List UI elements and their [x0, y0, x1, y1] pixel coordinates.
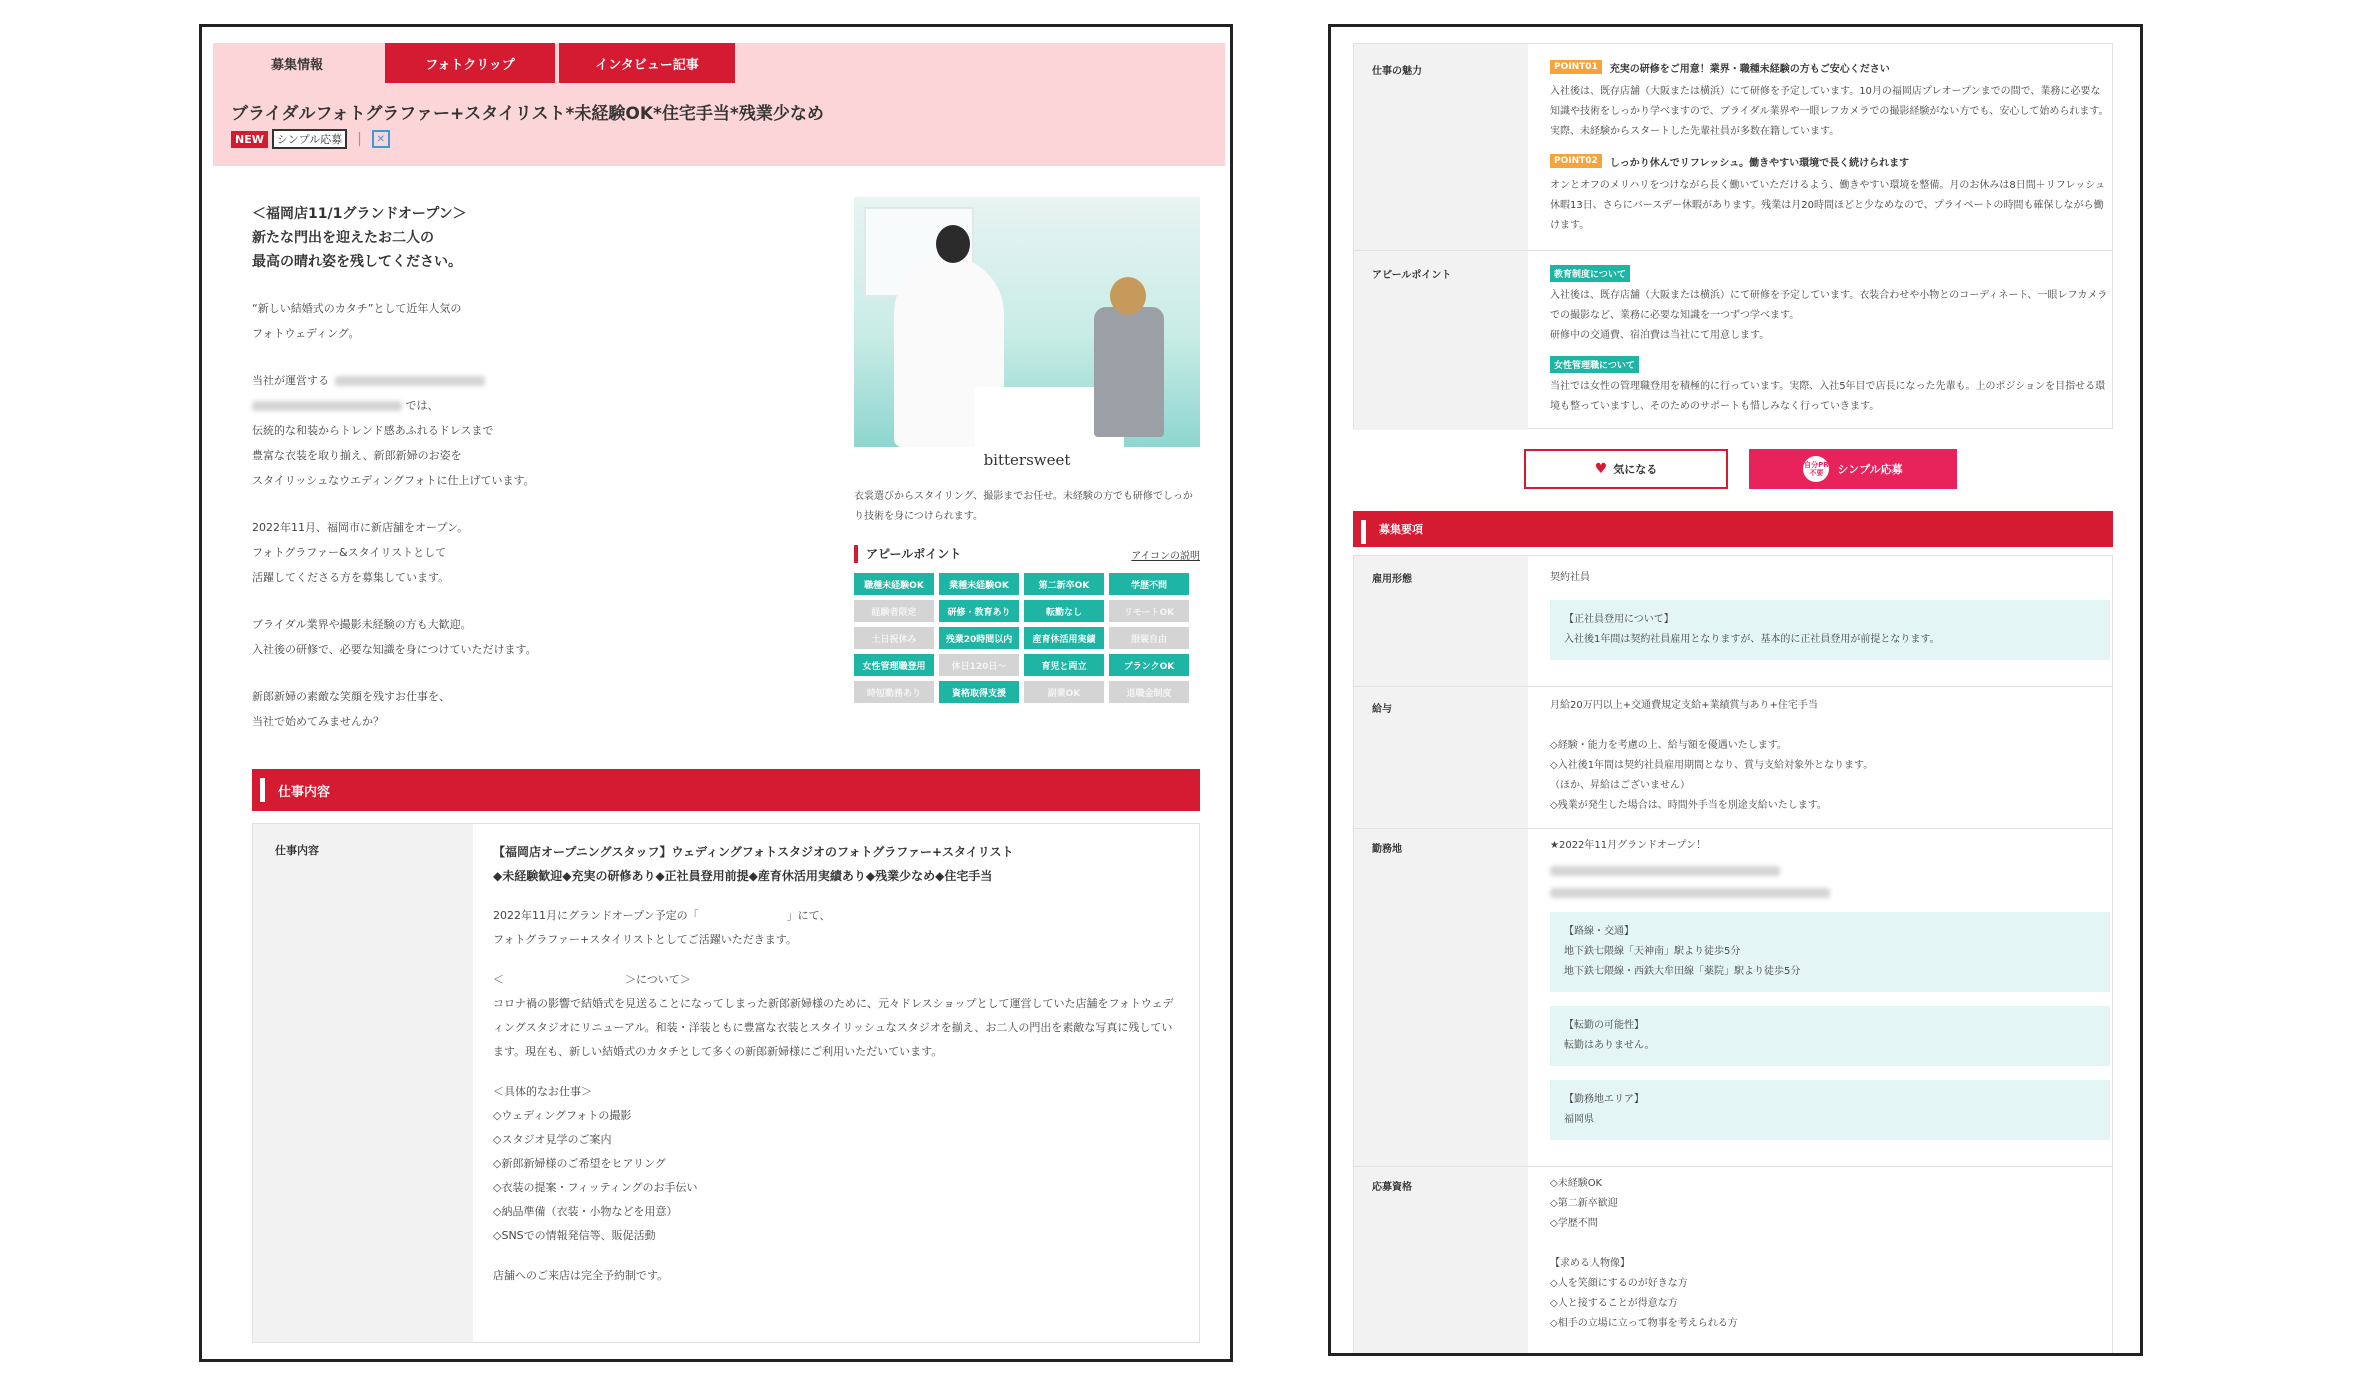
- employment-info-box: 【正社員登用について】 入社後1年間は契約社員雇用となりますが、基本的に正社員登用が前提となります。: [1550, 600, 2110, 660]
- appeal-tag: 経験者限定: [854, 600, 934, 622]
- area-info-box: 【勤務地エリア】 福岡県: [1550, 1080, 2110, 1140]
- favorite-button[interactable]: [1524, 449, 1728, 489]
- intro-fragment: では、: [405, 399, 439, 412]
- point-heading: [1550, 58, 2110, 76]
- blurred-company-name: [252, 401, 402, 411]
- salary-label: 給与: [1372, 704, 1392, 715]
- blurred-line: [1550, 888, 1830, 898]
- heart-icon: ♥: [1594, 461, 1608, 477]
- photo-caption: bittersweet: [983, 451, 1071, 469]
- point-title: 充実の研修をご用意！業界・職種未経験の方もご安心ください: [1609, 63, 1890, 75]
- appeal-point-text: 入社後は、既存店舗（大阪または横浜）にて研修を予定しています。衣装合わせや小物とのコーディネート、一眼レフカメラでの撮影など、業務に必要な知識を一つずつ学べます。 研修中の交通費、宿泊費は当社にて用意します。: [1550, 290, 2108, 341]
- point-heading: [1550, 152, 2110, 170]
- appeal-tag: 研修・教育あり: [939, 600, 1019, 622]
- point-badge: POINT01: [1550, 60, 1602, 74]
- appeal-tag: ブランクOK: [1109, 654, 1189, 676]
- divider: |: [357, 131, 362, 147]
- section-header-work: 仕事内容: [252, 769, 1200, 811]
- employment-value: 契約社員: [1550, 572, 1590, 583]
- row-divider: [1354, 828, 2112, 829]
- employment-content: [1550, 568, 2110, 660]
- tab-photo-clip[interactable]: フォトクリップ: [385, 43, 555, 83]
- tab-interview[interactable]: インタビュー記事: [559, 43, 735, 83]
- favorite-label: 気になる: [1613, 463, 1658, 476]
- intro-fragment: 当社が運営する: [252, 374, 329, 387]
- work-paragraph: 2022年11月にグランドオープン予定の「 」にて、 フォトグラファー+スタイリストとしてご活躍いただきます。: [493, 909, 831, 946]
- appeal-point-block: [1550, 262, 2110, 417]
- point-text: オンとオフのメリハリをつけながら長く働いていただけるよう、働きやすい環境を整備。月のお休みは8日間＋リフレッシュ休暇13日、さらにバースデー休暇があります。残業は月20時間ほどと少なめなので、プライベートの時間も確保しながら働けます。: [1550, 180, 2106, 231]
- appeal-tag: 業種未経験OK: [939, 573, 1019, 595]
- intro-paragraph: ブライダル業界や撮影未経験の方も大歓迎。 入社後の研修で、必要な知識を身につけていただけます。: [252, 618, 537, 656]
- appeal-tag: 育児と両立: [1024, 654, 1104, 676]
- badge-row: [231, 129, 390, 149]
- appeal-points-header: [854, 543, 1200, 565]
- work-detail-table: [252, 823, 1200, 1343]
- work-body: [493, 840, 1183, 1288]
- appeal-bar: [854, 545, 858, 563]
- blurred-address: [1550, 860, 2110, 898]
- work-headline: 【福岡店オープニングスタッフ】ウェディングフォトスタジオのフォトグラファー+スタイリスト ◆未経験歓迎◆充実の研修あり◆正社員登用前提◆産育休活用実績あり◆残業少なめ◆住宅手当: [493, 845, 1014, 883]
- appeal-tag: リモートOK: [1109, 600, 1189, 622]
- blurred-line: [1550, 866, 1780, 876]
- salary-text: 月給20万円以上+交通費規定支給+業績賞与あり+住宅手当 ◇経験・能力を考慮の上、給与額を優遇いたします。 ◇入社後1年間は契約社員雇用期間となり、賞与支給対象外となります。 （ほか、昇給はございません） ◇残業が発生した場合は、時間外手当を別途支給いたします。: [1550, 700, 1874, 811]
- appeal-tag: 副業OK: [1024, 681, 1104, 703]
- appeal-tag: 転勤なし: [1024, 600, 1104, 622]
- appeal-tag-grid: [854, 573, 1200, 703]
- point-badge: POINT02: [1550, 154, 1602, 168]
- appeal-points-title: アピールポイント: [866, 547, 962, 561]
- tab-job-info[interactable]: 募集情報: [213, 43, 381, 83]
- appeal-tag: 女性管理職登用: [854, 654, 934, 676]
- share-icon[interactable]: ✕: [372, 130, 390, 148]
- photo-groom: [1094, 307, 1164, 437]
- appeal-point-text: 当社では女性の管理職登用を積極的に行っています。実際、入社5年目で店長になった先輩も。上のポジションを目指せる環境も整っていますし、そのためのサポートも惜しみなく行っていきます。: [1550, 381, 2106, 412]
- location-label: 勤務地: [1372, 844, 1402, 855]
- row-divider: [1354, 250, 2112, 251]
- intro-text: [252, 202, 812, 734]
- work-paragraph: 店舗へのご来店は完全予約制です。: [493, 1269, 669, 1282]
- label-column: [1354, 44, 1528, 430]
- location-text: ★2022年11月グランドオープン！: [1550, 840, 1706, 851]
- employment-label: 雇用形態: [1372, 574, 1412, 585]
- appeal-tag: 第二新卒OK: [1024, 573, 1104, 595]
- intro-lead: ＜福岡店11/1グランドオープン＞ 新たな門出を迎えたお二人の 最高の晴れ姿を残してください。: [252, 206, 467, 270]
- photo-description: 衣裳選びからスタイリング、撮影までお任せ。未経験の方でも研修でしっかり技術を身につけられます。: [854, 491, 1193, 522]
- transfer-info-box: 【転勤の可能性】 転勤はありません。: [1550, 1006, 2110, 1066]
- requirements-table: [1353, 555, 2113, 1355]
- job-title: ブライダルフォトグラファー+スタイリスト*未経験OK*住宅手当*残業少なめ: [231, 104, 824, 124]
- new-badge: NEW: [231, 131, 268, 148]
- appeal-label: 仕事の魅力: [1372, 66, 1422, 77]
- apply-icon: 自分PR不要: [1803, 456, 1829, 482]
- tab-bar: [213, 43, 739, 83]
- appeal-tag: 休日120日〜: [939, 654, 1019, 676]
- appeal-tag: 残業20時間以内: [939, 627, 1019, 649]
- appeal-tag: 退職金制度: [1109, 681, 1189, 703]
- appeal-tag: 時短勤務あり: [854, 681, 934, 703]
- intro-fragment: 伝統的な和装からトレンド感あふれるドレスまで 豊富な衣装を取り揃え、新郎新婦のお姿を スタイリッシュなウエディングフォトに仕上げています。: [252, 424, 535, 487]
- intro-paragraph: [252, 368, 812, 493]
- simple-apply-badge: シンプル応募: [272, 129, 347, 149]
- job-detail-panel-right: [1328, 24, 2143, 1356]
- section-header-requirements: 募集要項: [1353, 511, 2113, 547]
- qualification-text: ◇未経験OK ◇第二新卒歓迎 ◇学歴不問 【求める人物像】 ◇人を笑顔にするのが好きな方 ◇人と接することが得意な方 ◇相手の立場に立って物事を考えられる方: [1550, 1178, 1738, 1329]
- row-divider: [1354, 686, 2112, 687]
- blurred-company-name: [335, 376, 485, 386]
- qualification-label: 応募資格: [1372, 1182, 1412, 1193]
- point-title: しっかり休んでリフレッシュ。働きやすい環境で長く続けられます: [1609, 157, 1910, 169]
- work-paragraph: ＜具体的なお仕事＞ ◇ウェディングフォトの撮影 ◇スタジオ見学のご案内 ◇新郎新婦様のご希望をヒアリング ◇衣装の提案・フィッティングのお手伝い ◇納品準備（衣装・小物などを用意） ◇SNSでの情報発信等、販促活動: [493, 1085, 698, 1242]
- appeal-tag: 学歴不問: [1109, 573, 1189, 595]
- label-column: [253, 824, 473, 1342]
- appeal-point-label: アピールポイント: [1372, 270, 1452, 281]
- wedding-photo: [854, 197, 1200, 447]
- qualification-content: [1550, 1174, 2110, 1334]
- row-divider: [1354, 1166, 2112, 1167]
- appeal-tag: 土日祝休み: [854, 627, 934, 649]
- access-info-box: 【路線・交通】 地下鉄七隈線「天神南」駅より徒歩5分 地下鉄七隈線・西鉄大牟田線「薬院」駅より徒歩5分: [1550, 912, 2110, 992]
- appeal-tag: 職種未経験OK: [854, 573, 934, 595]
- salary-content: [1550, 696, 2110, 816]
- work-paragraph: ＜ ＞について＞ コロナ禍の影響で結婚式を見送ることになってしまった新郎新婦様のために、元々ドレスショップとして運営していた店舗をフォトウェディングスタジオにリニューアル。和装・洋装ともに豊富な衣装とスタイリッシュなスタジオを揃え、お二人の門出を素敵な写真に残しています。現在も、新しい結婚式のカタチとして多くの新郎新婦様にご利用いただいています。: [493, 973, 1174, 1058]
- appeal-table: [1353, 43, 2113, 429]
- simple-apply-button[interactable]: [1749, 449, 1957, 489]
- label-column: [1354, 556, 1528, 1356]
- point-text: 入社後は、既存店舗（大阪または横浜）にて研修を予定しています。10月の福岡店プレオープンまでの間で、業務に必要な知識や技術をしっかり学べますので、ブライダル業界や一眼レフカメラでの撮影経験がない方でも、安心して始められます。実際、未経験からスタートした先輩社員が多数在籍しています。: [1550, 86, 2109, 137]
- icon-explanation-link[interactable]: アイコンの説明: [1131, 551, 1200, 562]
- photo-groom-head: [1110, 277, 1146, 315]
- work-label: 仕事内容: [275, 844, 319, 857]
- location-content: [1550, 836, 2110, 1140]
- appeal-tag: 産育休活用実績: [1024, 627, 1104, 649]
- apply-label: シンプル応募: [1837, 463, 1903, 476]
- job-detail-panel-left: [199, 24, 1233, 1362]
- appeal-tag: 服装自由: [1109, 627, 1189, 649]
- intro-paragraph: 新郎新婦の素敵な笑顔を残すお仕事を、 当社で始めてみませんか？: [252, 690, 450, 728]
- point-block: [1550, 58, 2110, 236]
- education-badge: 教育制度について: [1550, 265, 1630, 282]
- photo-bride-head: [936, 225, 970, 263]
- female-manager-badge: 女性管理職について: [1550, 356, 1639, 373]
- intro-paragraph: 2022年11月、福岡市に新店舗をオープン。 フォトグラファー&スタイリストとして 活躍してくださる方を募集しています。: [252, 521, 469, 584]
- appeal-tag: 資格取得支援: [939, 681, 1019, 703]
- intro-paragraph: “新しい結婚式のカタチ”として近年人気の フォトウェディング。: [252, 302, 462, 340]
